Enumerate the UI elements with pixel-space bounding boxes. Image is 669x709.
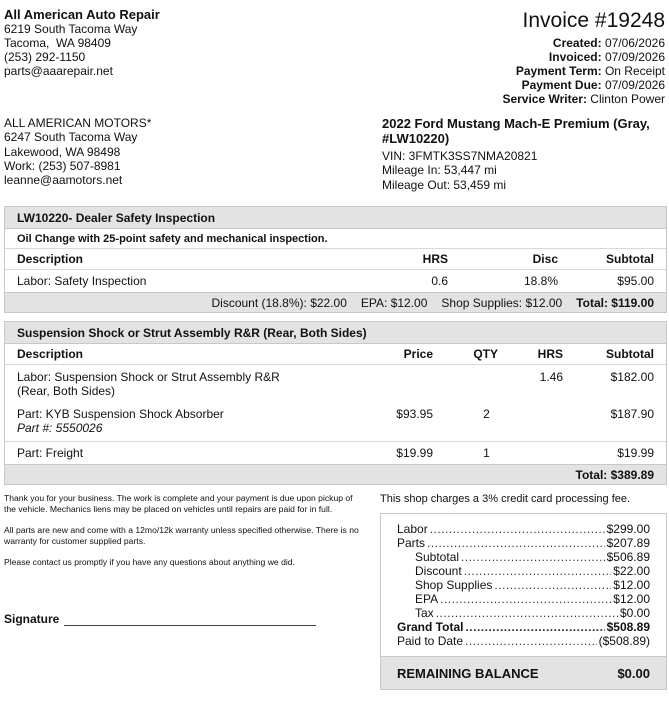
cell-qty: 1 [483, 445, 490, 460]
vehicle-mileage-in: Mileage In: 53,447 mi [382, 163, 497, 178]
cell-hrs: 1.46 [539, 369, 563, 384]
cell-subtotal: $187.90 [610, 406, 654, 421]
customer-email[interactable]: leanne@aamotors.net [4, 173, 123, 188]
cell-description: Part: KYB Suspension Shock Absorber Part #: 5550026 [5, 402, 335, 442]
job-title: Suspension Shock or Strut Assembly R&R (Rear, Both Sides) [5, 322, 666, 344]
vehicle-mileage-out: Mileage Out: 53,459 mi [382, 177, 507, 192]
totals-row-subtotal: Subtotal ..... $506.89 [415, 550, 650, 564]
shop-address-line2: Tacoma, WA 98409 [4, 36, 111, 50]
cell-qty: 2 [483, 406, 490, 421]
cell-subtotal: $19.99 [617, 445, 654, 460]
col-qty: QTY [445, 344, 510, 364]
shop-phone: (253) 292-1150 [4, 50, 86, 64]
footer-discount: Discount (18.8%): $22.00 [211, 295, 347, 310]
cell-disc: 18.8% [523, 273, 558, 288]
col-subtotal: Subtotal [570, 249, 666, 269]
customer-address-line2: Lakewood, WA 98498 [4, 144, 121, 159]
cell-subtotal: $182.00 [610, 369, 654, 384]
col-disc: Disc [460, 249, 570, 269]
totals-row-paid-to-date: Paid to Date ..... ($508.89) [397, 634, 650, 648]
job-note: Oil Change with 25-point safety and mechanical inspection. [5, 229, 666, 249]
table-row [5, 402, 666, 442]
part-number: Part #: 5550026 [17, 420, 103, 435]
shop-name: All American Auto Repair [4, 7, 160, 22]
table-header-row [5, 344, 666, 364]
vehicle-title-line2: #LW10220) [382, 131, 450, 146]
cell-price: $19.99 [396, 445, 433, 460]
totals-row-tax: Tax ..... $0.00 [415, 606, 650, 620]
cell-price: $93.95 [396, 406, 433, 421]
totals-box [380, 513, 667, 690]
table-row [5, 364, 666, 402]
col-price: Price [335, 344, 445, 364]
totals-row-shop-supplies: Shop Supplies ..... $12.00 [415, 578, 650, 592]
terms-paragraph: Please contact us promptly if you have any questions about anything we did. [4, 557, 295, 567]
remaining-balance [381, 656, 666, 689]
customer-info [4, 116, 151, 187]
totals-row-discount: Discount ..... $22.00 [415, 564, 650, 578]
terms-paragraph: Thank you for your business. The work is complete and your payment is due upon pickup of the vehicle. Mechanics liens may be placed on vehicles until repairs are paid for in full. [4, 493, 353, 514]
col-subtotal: Subtotal [575, 344, 666, 364]
col-hrs: HRS [305, 249, 460, 269]
footer-total: Total: $119.00 [576, 295, 654, 310]
cell-price [335, 364, 445, 402]
terms-text [4, 493, 364, 579]
remaining-balance-value: $0.00 [617, 666, 650, 681]
cell-hrs [510, 441, 575, 464]
cell-description: Part: Freight [17, 445, 84, 460]
job-footer [5, 464, 666, 484]
job-line-items-table [5, 344, 666, 464]
footer-shop-supplies: Shop Supplies: $12.00 [441, 295, 563, 310]
remaining-balance-label: REMAINING BALANCE [397, 666, 539, 681]
terms-paragraph: All parts are new and come with a 12mo/12k warranty unless specified otherwise. There is no warranty for customer supplied parts. [4, 525, 359, 546]
customer-phone: Work: (253) 507-8981 [4, 158, 121, 173]
vehicle-vin: VIN: 3FMTK3SS7NMA20821 [382, 149, 538, 163]
table-header-row [5, 249, 666, 269]
shop-address-line1: 6219 South Tacoma Way [4, 22, 138, 36]
customer-address-line1: 6247 South Tacoma Way [4, 130, 138, 145]
totals-row-parts: Parts ..... $207.89 [397, 536, 650, 550]
job-section-safety-inspection [4, 206, 667, 313]
invoice-info [502, 8, 665, 106]
invoice-payment-term: Payment Term: On Receipt [515, 64, 665, 78]
footer-total: Total: $389.89 [575, 467, 654, 482]
vehicle-info [382, 116, 662, 192]
vehicle-title-line1: 2022 Ford Mustang Mach-E Premium (Gray, [382, 116, 650, 131]
shop-email[interactable]: parts@aaarepair.net [4, 64, 113, 78]
job-title: LW10220- Dealer Safety Inspection [5, 207, 666, 229]
job-footer [5, 292, 666, 312]
invoice-invoiced: Invoiced: 07/09/2026 [548, 50, 665, 64]
table-row [5, 441, 666, 464]
col-description: Description [5, 249, 305, 269]
customer-name: ALL AMERICAN MOTORS* [4, 116, 152, 130]
cell-hrs: 0.6 [431, 273, 448, 288]
totals-row-grand-total: Grand Total ..... $508.89 [397, 620, 650, 634]
signature-label: Signature [4, 612, 60, 626]
cell-qty [445, 364, 510, 402]
fee-note: This shop charges a 3% credit card processing fee. [380, 493, 631, 505]
table-row [5, 269, 666, 292]
signature-line[interactable] [64, 625, 316, 626]
invoice-created: Created: 07/06/2026 [552, 36, 665, 50]
invoice-service-writer: Service Writer: Clinton Power [502, 92, 665, 106]
invoice-title: Invoice #19248 [522, 9, 665, 32]
invoice-payment-due: Payment Due: 07/09/2026 [521, 78, 665, 92]
totals-row-epa: EPA ..... $12.00 [415, 592, 650, 606]
job-section-suspension [4, 321, 667, 485]
cell-description: Labor: Suspension Shock or Strut Assembly R&R (Rear, Both Sides) [17, 369, 280, 398]
shop-info [4, 8, 160, 78]
col-hrs: HRS [510, 344, 575, 364]
cell-description: Labor: Safety Inspection [17, 273, 147, 288]
job-line-items-table [5, 249, 666, 292]
col-description: Description [5, 344, 335, 364]
totals-row-labor: Labor ..... $299.00 [397, 522, 650, 536]
cell-subtotal: $95.00 [617, 273, 654, 288]
cell-hrs [510, 402, 575, 442]
footer-epa: EPA: $12.00 [360, 295, 428, 310]
